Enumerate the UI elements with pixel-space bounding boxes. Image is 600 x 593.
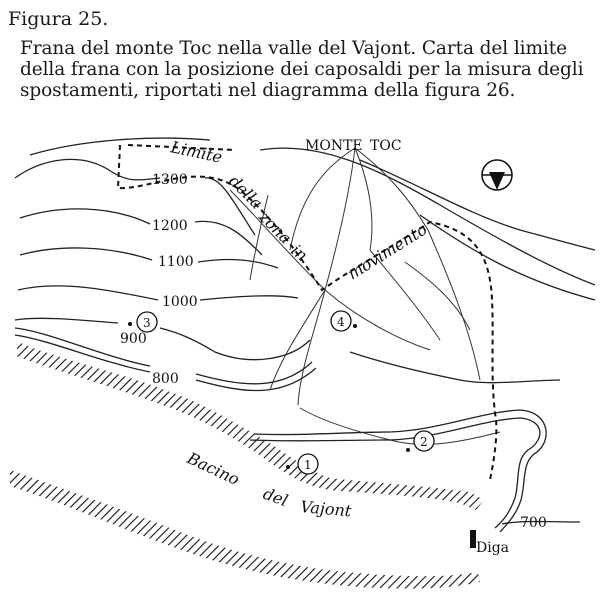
contour-label-1100: 1100	[158, 254, 194, 270]
north-bank	[16, 342, 484, 510]
svg-text:1: 1	[304, 458, 312, 472]
limit-label-5: movimento	[344, 219, 431, 284]
dam-label: Diga	[476, 540, 510, 556]
lake-label-1: Bacino	[184, 448, 243, 490]
north-arrow-icon	[482, 160, 512, 190]
svg-text:4: 4	[337, 315, 345, 329]
contour-label-900: 900	[120, 331, 147, 347]
contour-label-1300: 1300	[152, 172, 188, 188]
limit-label-4: in	[287, 240, 312, 265]
lake-label-2: del	[260, 483, 291, 511]
lake-label-3: Vajont	[299, 497, 353, 521]
dam-marker	[470, 530, 476, 548]
contour-1100	[20, 248, 278, 268]
limit-label-2: della	[225, 171, 267, 213]
landslide-limit	[118, 145, 496, 480]
contour-label-700: 700	[520, 515, 547, 531]
contour-label-1200: 1200	[152, 218, 188, 234]
svg-text:3: 3	[143, 316, 151, 330]
benchmark-2	[406, 431, 434, 452]
figure-label: Figura 25.	[8, 8, 109, 30]
mountain-label-1: MONTE	[305, 138, 363, 154]
svg-text:2: 2	[420, 435, 428, 449]
limit-label-3: zona	[255, 207, 296, 248]
contour-1000	[18, 286, 298, 300]
benchmark-3	[128, 312, 157, 332]
benchmark-4	[331, 311, 357, 331]
figure-caption: Frana del monte Toc nella valle del Vajont. Carta del limite della frana con la posizione dei caposaldi per la misura degli spostamenti, riportati nel diagramma della figura 26.	[20, 38, 584, 101]
limit-label-1: Limite	[169, 137, 224, 167]
contour-label-1000: 1000	[162, 294, 198, 310]
mountain-label-2: TOC	[370, 138, 402, 154]
contour-label-800: 800	[152, 371, 179, 387]
